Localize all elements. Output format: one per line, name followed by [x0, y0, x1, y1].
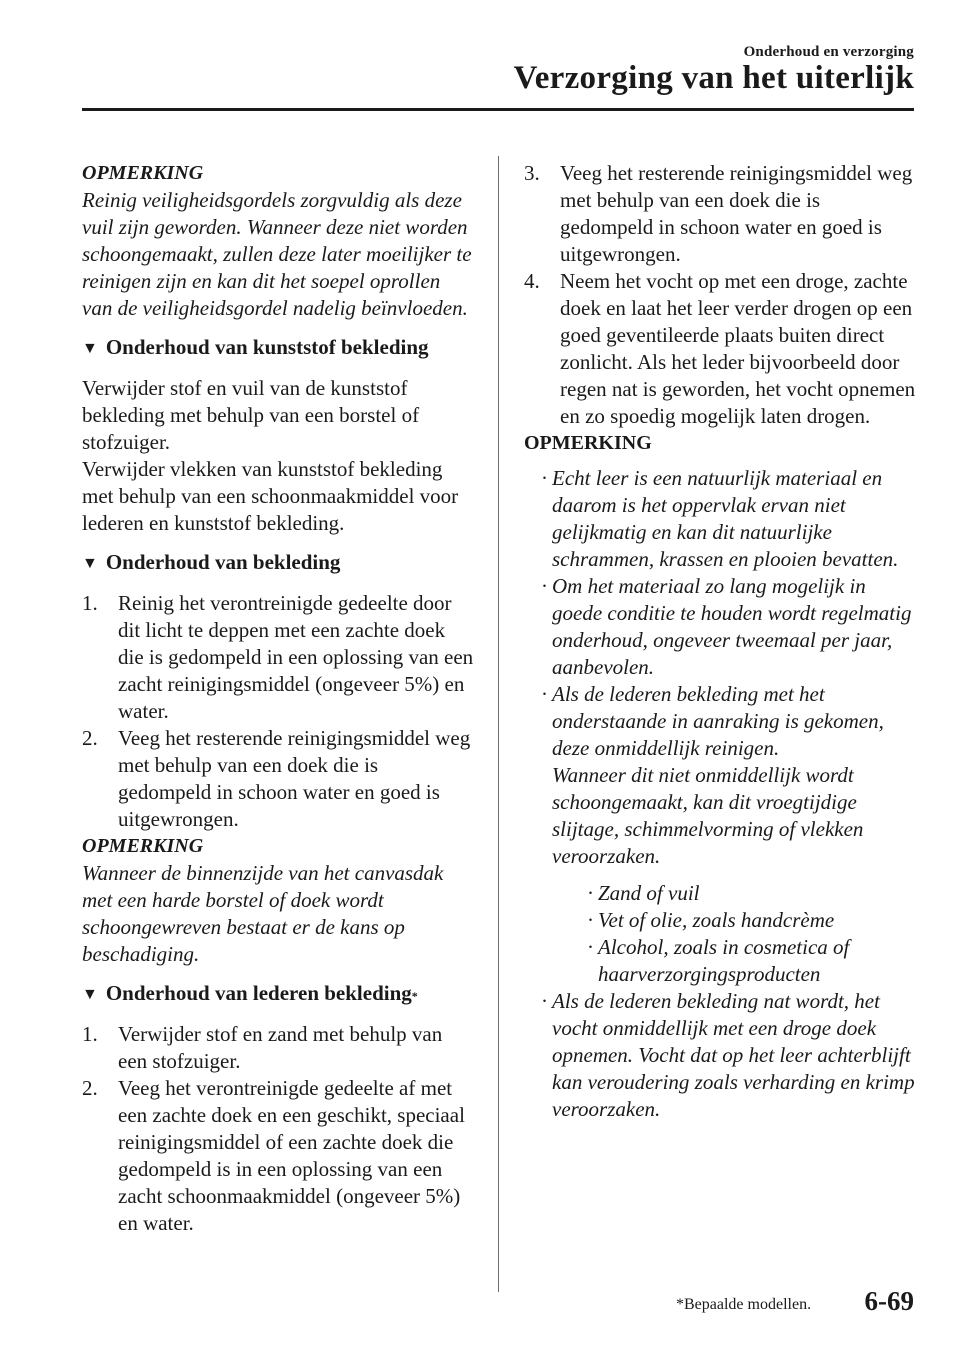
bullet-icon: · [587, 881, 594, 905]
step-text: Veeg het resterende reinigingsmiddel weg met behulp van een doek die is gedompeld in schoon water en goed is uitgewrongen. [118, 726, 471, 831]
bullet-text: Wanneer dit niet onmiddellijk wordt schoongemaakt, kan dit vroegtijdige slijtage, schimmelvorming of vlekken veroorzaken. [552, 763, 864, 868]
note-text: Wanneer de binnenzijde van het canvasdak met een harde borstel of doek wordt schoongewreven bestaat er de kans op beschadiging. [82, 861, 444, 966]
step-number: 2. [82, 726, 98, 750]
list-item [570, 934, 916, 988]
step-number: 2. [82, 1076, 98, 1100]
section-heading: ▼ Onderhoud van lederen bekleding * [82, 980, 474, 1009]
step-text: Reinig het verontreinigde gedeelte door dit licht te deppen met een zachte doek die is gedompeld in een oplossing van een zacht reinigingsmiddel (ongeveer 5%) en water. [118, 591, 474, 723]
triangle-down-icon: ▼ [82, 555, 98, 572]
right-column [524, 160, 916, 1123]
list-item [82, 590, 474, 725]
bullet-text-block [552, 681, 916, 988]
page-number: 6-69 [864, 1286, 914, 1316]
note-label: OPMERKING [82, 162, 204, 184]
section-heading-text: Onderhoud van lederen bekleding [105, 981, 412, 1005]
note-label: OPMERKING [82, 835, 204, 857]
bullet-text: Als de lederen bekleding nat wordt, het vocht onmiddellijk met een droge doek opnemen. Vocht dat op het leer achterblijft kan veroudering zoals verharding en krimp veroorzaken. [552, 989, 915, 1121]
list-item [524, 465, 916, 573]
bullet-icon: · [541, 574, 548, 598]
step-text: Verwijder stof en zand met behulp van een stofzuiger. [118, 1022, 443, 1073]
list-item [82, 1021, 474, 1075]
step-list [524, 160, 916, 430]
list-item [524, 268, 916, 430]
bullet-text: Echt leer is een natuurlijk materiaal en daarom is het oppervlak ervan niet gelijkmatig en kan dit natuurlijke schrammen, krassen en plooien bevatten. [552, 466, 899, 571]
step-text: Neem het vocht op met een droge, zachte doek en laat het leer verder drogen op een goed geventileerde plaats buiten direct zonlicht. Als het leder bijvoorbeeld door regen nat is geworden, het vocht opnemen en zo spoedig mogelijk laten drogen. [560, 269, 916, 428]
bullet-icon: · [587, 908, 594, 932]
triangle-down-icon: ▼ [82, 340, 98, 357]
section-heading-text: Onderhoud van kunststof bekleding [105, 335, 429, 359]
step-text: Veeg het resterende reinigingsmiddel weg met behulp van een doek die is gedompeld in schoon water en goed is uitgewrongen. [560, 161, 913, 266]
step-number: 4. [524, 269, 540, 293]
note-label: OPMERKING [524, 432, 652, 454]
step-list [82, 590, 474, 833]
list-item [82, 725, 474, 833]
bullet-text: Om het materiaal zo lang mogelijk in goede conditie te houden wordt regelmatig onderhoud, ongeveer tweemaal per jaar, aanbevolen. [552, 574, 912, 679]
step-number: 3. [524, 161, 540, 185]
bullet-icon: · [541, 989, 548, 1013]
section-heading [82, 334, 474, 363]
triangle-down-icon: ▼ [82, 986, 98, 1003]
bullet-text: Zand of vuil [598, 881, 700, 905]
page-title: Verzorging van het uiterlijk [513, 60, 914, 96]
bullet-text: Als de lederen bekleding met het onderstaande in aanraking is gekomen, deze onmiddellijk reinigen. [552, 682, 884, 760]
step-number: 1. [82, 591, 98, 615]
bullet-icon: · [541, 466, 548, 490]
bullet-text: Alcohol, zoals in cosmetica of haarverzorgingsproducten [598, 935, 850, 986]
bullet-icon: · [587, 935, 594, 959]
header-section: Onderhoud en verzorging [743, 44, 914, 60]
list-item [524, 681, 916, 988]
header-rule [82, 108, 914, 111]
paragraph: Verwijder vlekken van kunststof bekleding met behulp van een schoonmaakmiddel voor lederen en kunststof bekleding. [82, 457, 459, 535]
list-item [570, 880, 916, 907]
bullet-icon: · [541, 682, 548, 706]
list-item [570, 907, 916, 934]
list-item [524, 573, 916, 681]
left-column [82, 160, 474, 1237]
list-item [82, 1075, 474, 1237]
section-heading [82, 549, 474, 578]
paragraph: Verwijder stof en vuil van de kunststof bekleding met behulp van een borstel of stofzuiger. [82, 376, 420, 454]
list-item [524, 160, 916, 268]
sub-bullet-list [570, 880, 916, 988]
section-heading-text: Onderhoud van bekleding [105, 550, 341, 574]
footnote: *Bepaalde modellen. [676, 1296, 812, 1313]
bullet-text: Vet of olie, zoals handcrème [598, 908, 835, 932]
note-bullet-list [524, 465, 916, 1123]
step-number: 1. [82, 1022, 98, 1046]
step-text: Veeg het verontreinigde gedeelte af met een zachte doek en een geschikt, speciaal reinigingsmiddel of een zachte doek die gedompeld is in een oplossing van een zacht schoonmaakmiddel (ongeveer 5%) en water. [118, 1076, 465, 1235]
note-text: Reinig veiligheidsgordels zorgvuldig als deze vuil zijn geworden. Wanneer deze niet worden schoongemaakt, zullen deze later moeilijker te reinigen zijn en kan dit het soepel oprollen van de veiligheidsgordel nadelig beïnvloeden. [82, 188, 472, 320]
step-list [82, 1021, 474, 1237]
list-item [524, 988, 916, 1123]
column-divider [498, 156, 499, 1292]
